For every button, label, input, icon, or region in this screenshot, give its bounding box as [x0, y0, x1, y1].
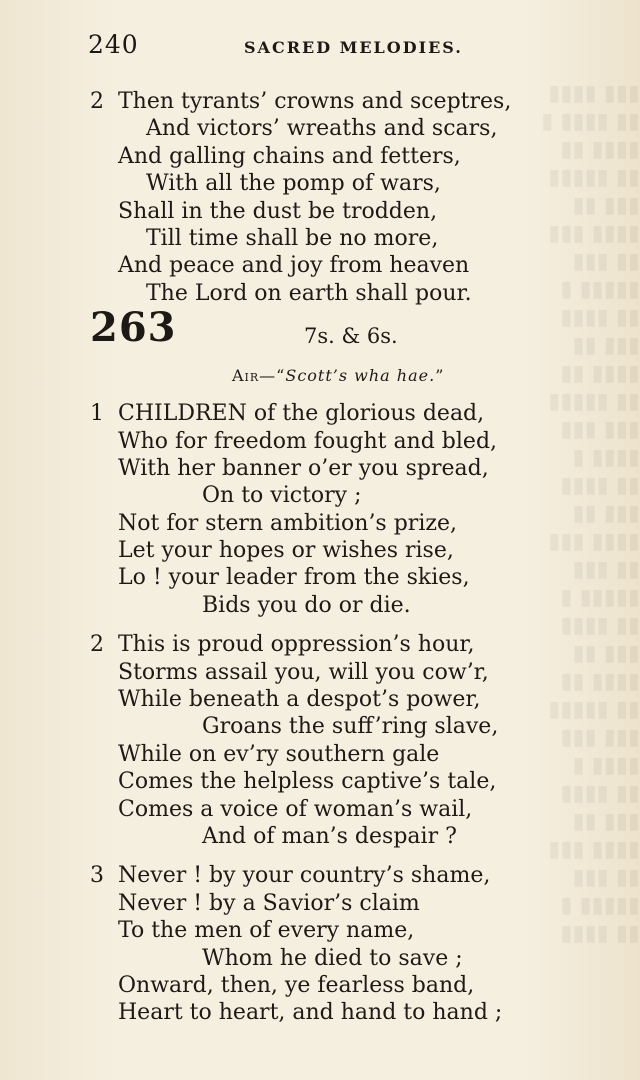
verse-line: Till time shall be no more,: [146, 225, 439, 251]
verse-line: Comes the helpless captive’s tale,: [118, 769, 497, 795]
verse-line: Lo ! your leader from the skies,: [118, 565, 470, 591]
verse-line: Whom he died to save ;: [202, 945, 463, 971]
verse-line: Shall in the dust be trodden,: [118, 198, 438, 224]
hymn-heading: [90, 304, 610, 364]
verse-line: While beneath a despot’s power,: [118, 687, 481, 713]
verse-number: 1: [90, 401, 104, 427]
verse-line: Not for stern ambition’s prize,: [118, 510, 457, 536]
page-number: 240: [88, 30, 139, 59]
show-through-texture: ▮▮▮ ▮▮▮▮ ▮▮ ▮▮▮▮ ▮ ▮▮▮▮ ▮▮ ▮▮ ▮▮▮▮▮ ▮▮▮ ▮▮ ▮▮▮▮ ▮▮▮ ▮▮ ▮▮▮ ▮▮▮▮▮ ▮ ▮▮ ▮▮▮▮ ▮▮▮ ▮▮ ▮▮▮▮ ▮▮ ▮▮ ▮▮▮▮▮ ▮▮▮ ▮▮▮ ▮▮▮▮ ▮ ▮▮ ▮▮▮▮ ▮▮▮ ▮▮ ▮▮▮▮ ▮▮▮ ▮▮ ▮▮▮ ▮▮▮▮▮ ▮ ▮▮ ▮▮▮▮ ▮▮▮ ▮▮ ▮▮▮▮ ▮▮ ▮▮ ▮▮▮▮▮ ▮▮▮ ▮▮▮ ▮▮▮▮ ▮ ▮▮ ▮▮▮▮ ▮▮▮ ▮▮ ▮▮▮▮ ▮▮▮ ▮▮ ▮▮▮ ▮▮▮▮▮ ▮ ▮▮ ▮▮▮▮: [541, 81, 640, 946]
verse-line: 3 Never ! by your country’s shame,: [90, 863, 491, 889]
running-title: SACRED MELODIES.: [244, 38, 463, 57]
verse-line: Who for freedom fought and bled,: [118, 428, 498, 454]
verse-line: Bids you do or die.: [202, 592, 411, 618]
verse-line: While on ev’ry southern gale: [118, 741, 440, 767]
verse-line: And peace and joy from heaven: [118, 253, 470, 279]
prev-hymn-verse-2: [90, 88, 610, 307]
air-close-quote: ”: [435, 366, 445, 386]
air-label: Air—“: [232, 366, 286, 386]
verse-line: Groans the suff’ring slave,: [202, 714, 499, 740]
verse-line: And victors’ wreaths and scars,: [146, 116, 498, 142]
verse-line: 2 Then tyrants’ crowns and sceptres,: [90, 89, 512, 114]
verse-line: And galling chains and fetters,: [118, 143, 461, 169]
verse-line: Let your hopes or wishes rise,: [118, 538, 454, 564]
air-title: Scott’s wha hae.: [285, 366, 436, 386]
page-header: [88, 30, 600, 66]
verse-line: On to victory ;: [202, 483, 362, 509]
verse-line: 2 This is proud oppression’s hour,: [90, 632, 475, 658]
verse-number: 2: [90, 89, 104, 114]
verse-line: With all the pomp of wars,: [146, 171, 441, 197]
tune-attribution: [90, 364, 610, 392]
verse-line: Never ! by a Savior’s claim: [118, 890, 420, 916]
verse-line: Storms assail you, will you cow’r,: [118, 659, 489, 685]
hymn-number: 263: [90, 304, 177, 352]
verse-line: 1 CHILDREN of the glorious dead,: [90, 401, 485, 427]
hymn-verse-3: [90, 862, 610, 1026]
verse-number: 2: [90, 632, 104, 658]
hymn-meter: 7s. & 6s.: [304, 324, 398, 349]
verse-line: The Lord on earth shall pour.: [146, 280, 472, 306]
hymn-verse-1: [90, 400, 610, 619]
verse-line: And of man’s despair ?: [202, 823, 457, 849]
verse-line: Heart to heart, and hand to hand ;: [118, 1000, 503, 1026]
hymn-verse-2: [90, 631, 610, 850]
verse-line: Comes a voice of woman’s wail,: [118, 796, 473, 822]
verse-line: Onward, then, ye fearless band,: [118, 972, 475, 998]
page-content: [90, 88, 610, 1027]
verse-line: With her banner o’er you spread,: [118, 455, 489, 481]
verse-line: To the men of every name,: [118, 918, 415, 944]
verse-number: 3: [90, 863, 104, 889]
